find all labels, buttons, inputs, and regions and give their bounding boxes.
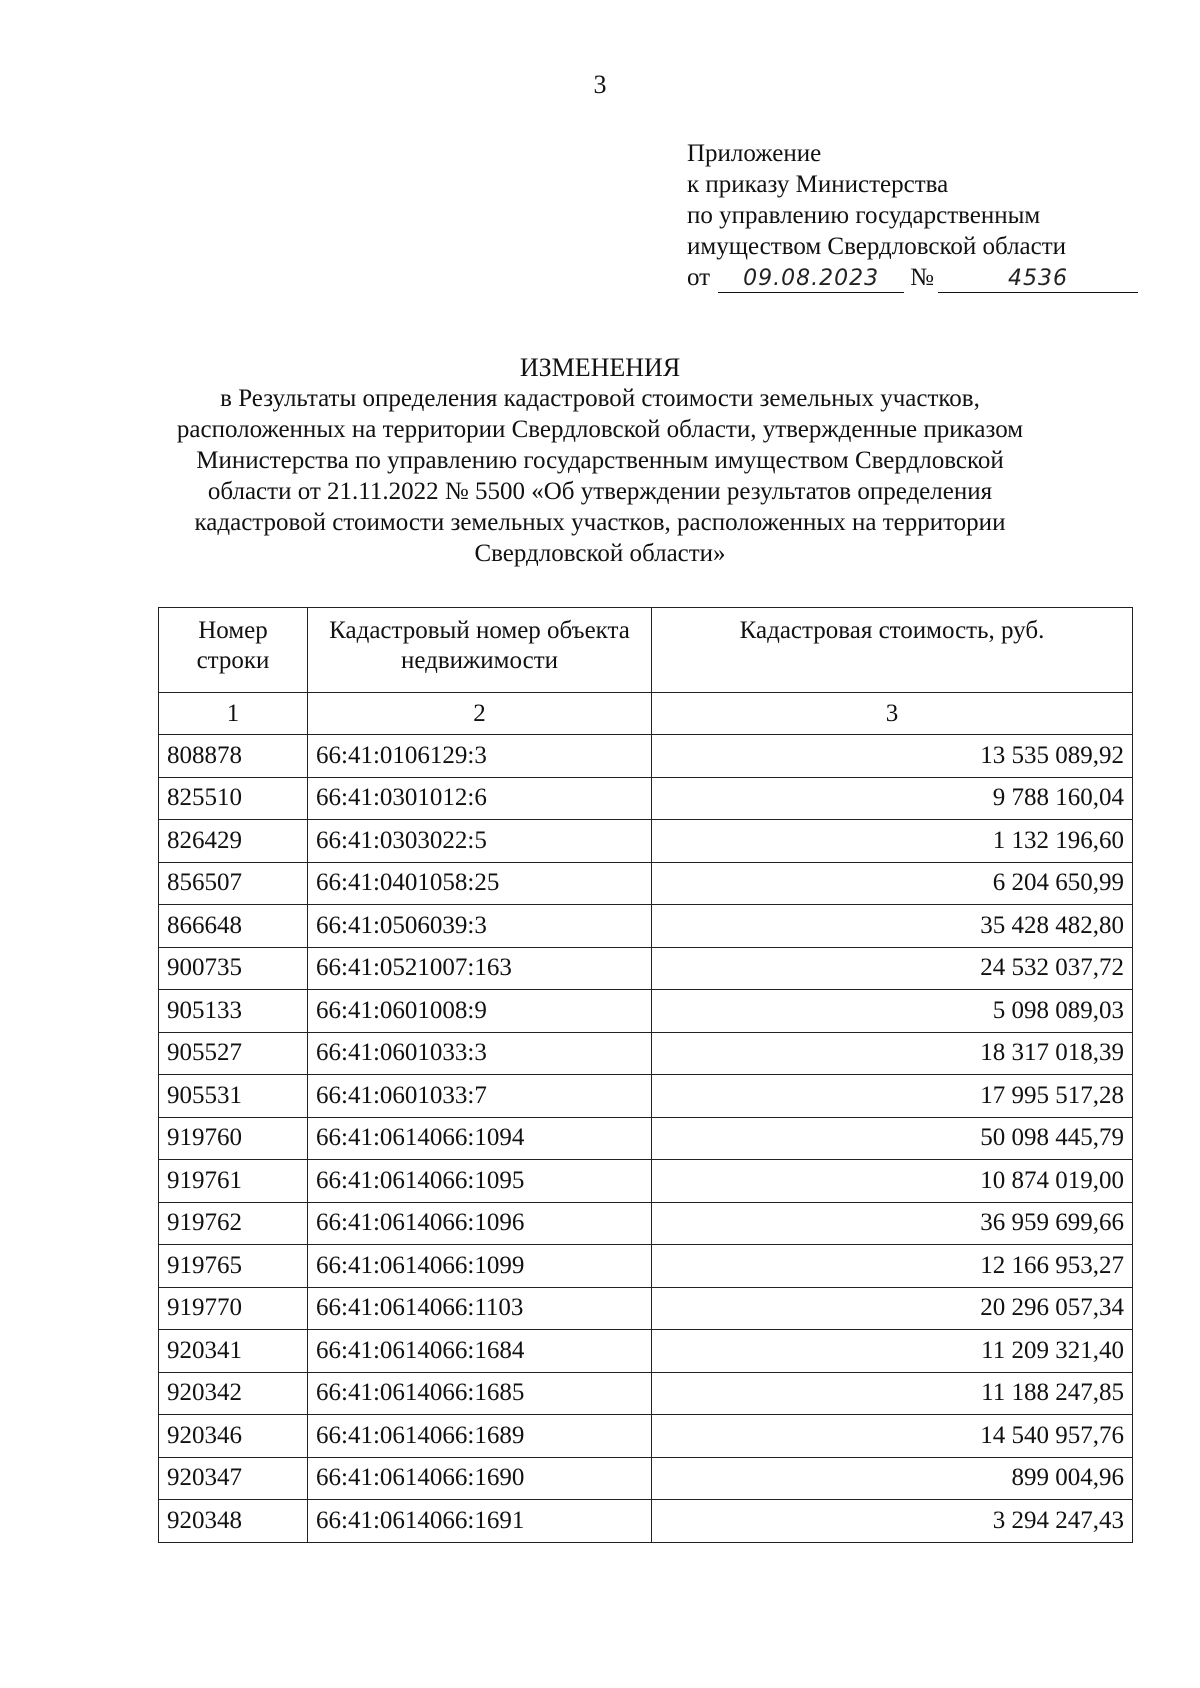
title-line: области от 21.11.2022 № 5500 «Об утверждении результатов определения bbox=[207, 478, 993, 505]
cadastral-cost-cell: 20 296 057,34 bbox=[652, 1287, 1133, 1330]
cadastral-value-table bbox=[158, 607, 1133, 1543]
cadastral-number-cell: 66:41:0614066:1689 bbox=[308, 1415, 652, 1458]
table-row bbox=[159, 990, 1133, 1033]
table-row bbox=[159, 905, 1133, 948]
row-number-cell: 920346 bbox=[159, 1415, 308, 1458]
appendix-line: Приложение bbox=[687, 140, 822, 167]
appendix-line: по управлению государственным bbox=[687, 202, 1041, 229]
table-row bbox=[159, 1117, 1133, 1160]
cadastral-number-cell: 66:41:0614066:1691 bbox=[308, 1500, 652, 1543]
page-number: 3 bbox=[593, 70, 607, 99]
column-number: 2 bbox=[308, 693, 652, 735]
row-number-cell: 866648 bbox=[159, 905, 308, 948]
title-line: Министерства по управлению государственным имуществом Свердловской bbox=[196, 447, 1004, 474]
row-number-cell: 919770 bbox=[159, 1287, 308, 1330]
table-row bbox=[159, 820, 1133, 863]
cadastral-cost-cell: 13 535 089,92 bbox=[652, 735, 1133, 778]
cadastral-cost-cell: 6 204 650,99 bbox=[652, 862, 1133, 905]
cadastral-number-cell: 66:41:0601033:7 bbox=[308, 1075, 652, 1118]
date-prefix: от bbox=[687, 264, 711, 291]
cadastral-number-cell: 66:41:0506039:3 bbox=[308, 905, 652, 948]
row-number-cell: 905531 bbox=[159, 1075, 308, 1118]
column-number: 1 bbox=[159, 693, 308, 735]
title-line: кадастровой стоимости земельных участков, расположенных на территории bbox=[194, 509, 1006, 536]
appendix-block bbox=[687, 138, 1157, 293]
cadastral-cost-cell: 12 166 953,27 bbox=[652, 1245, 1133, 1288]
row-number-cell: 920347 bbox=[159, 1457, 308, 1500]
title-line: расположенных на территории Свердловской области, утвержденные приказом bbox=[176, 416, 1024, 443]
row-number-cell: 920341 bbox=[159, 1330, 308, 1373]
cadastral-number-cell: 66:41:0303022:5 bbox=[308, 820, 652, 863]
cadastral-cost-cell: 3 294 247,43 bbox=[652, 1500, 1133, 1543]
row-number-cell: 905133 bbox=[159, 990, 308, 1033]
row-number-cell: 900735 bbox=[159, 947, 308, 990]
table-row bbox=[159, 1287, 1133, 1330]
title-line: в Результаты определения кадастровой стоимости земельных участков, bbox=[220, 385, 980, 412]
table-row bbox=[159, 947, 1133, 990]
handwritten-order-number: 4536 bbox=[938, 266, 1138, 293]
cadastral-cost-cell: 36 959 699,66 bbox=[652, 1202, 1133, 1245]
cadastral-number-cell: 66:41:0614066:1094 bbox=[308, 1117, 652, 1160]
header-cadastral-number: Кадастровый номер объекта недвижимости bbox=[308, 608, 652, 693]
table-row bbox=[159, 1245, 1133, 1288]
cadastral-number-cell: 66:41:0614066:1095 bbox=[308, 1160, 652, 1203]
cadastral-number-cell: 66:41:0614066:1685 bbox=[308, 1372, 652, 1415]
title-heading: ИЗМЕНЕНИЯ bbox=[519, 353, 681, 382]
table-row bbox=[159, 777, 1133, 820]
table-row bbox=[159, 735, 1133, 778]
cadastral-number-cell: 66:41:0106129:3 bbox=[308, 735, 652, 778]
table-row bbox=[159, 1415, 1133, 1458]
cadastral-number-cell: 66:41:0614066:1099 bbox=[308, 1245, 652, 1288]
title-line: Свердловской области» bbox=[474, 540, 726, 567]
table-row bbox=[159, 1032, 1133, 1075]
cadastral-number-cell: 66:41:0614066:1684 bbox=[308, 1330, 652, 1373]
table-row bbox=[159, 862, 1133, 905]
row-number-cell: 919760 bbox=[159, 1117, 308, 1160]
table-row bbox=[159, 1160, 1133, 1203]
cadastral-number-cell: 66:41:0614066:1096 bbox=[308, 1202, 652, 1245]
document-title bbox=[150, 352, 1050, 569]
cadastral-cost-cell: 14 540 957,76 bbox=[652, 1415, 1133, 1458]
header-row-number: Номер строки bbox=[159, 608, 308, 693]
cadastral-cost-cell: 17 995 517,28 bbox=[652, 1075, 1133, 1118]
row-number-cell: 825510 bbox=[159, 777, 308, 820]
row-number-cell: 919761 bbox=[159, 1160, 308, 1203]
cadastral-cost-cell: 899 004,96 bbox=[652, 1457, 1133, 1500]
cadastral-number-cell: 66:41:0521007:163 bbox=[308, 947, 652, 990]
table-row bbox=[159, 1075, 1133, 1118]
cadastral-number-cell: 66:41:0401058:25 bbox=[308, 862, 652, 905]
cadastral-cost-cell: 11 209 321,40 bbox=[652, 1330, 1133, 1373]
cadastral-cost-cell: 35 428 482,80 bbox=[652, 905, 1133, 948]
row-number-cell: 856507 bbox=[159, 862, 308, 905]
column-number: 3 bbox=[652, 693, 1133, 735]
order-date-number-line bbox=[687, 262, 1157, 293]
table-body bbox=[159, 735, 1133, 1543]
row-number-cell: 919762 bbox=[159, 1202, 308, 1245]
table-row bbox=[159, 1457, 1133, 1500]
cadastral-cost-cell: 24 532 037,72 bbox=[652, 947, 1133, 990]
cadastral-cost-cell: 11 188 247,85 bbox=[652, 1372, 1133, 1415]
cadastral-cost-cell: 50 098 445,79 bbox=[652, 1117, 1133, 1160]
cadastral-cost-cell: 18 317 018,39 bbox=[652, 1032, 1133, 1075]
appendix-line: имуществом Свердловской области bbox=[687, 233, 1067, 260]
table-row bbox=[159, 1202, 1133, 1245]
row-number-cell: 905527 bbox=[159, 1032, 308, 1075]
cadastral-cost-cell: 1 132 196,60 bbox=[652, 820, 1133, 863]
number-prefix: № bbox=[910, 264, 934, 291]
table-row bbox=[159, 1330, 1133, 1373]
cadastral-number-cell: 66:41:0601008:9 bbox=[308, 990, 652, 1033]
cadastral-number-cell: 66:41:0614066:1103 bbox=[308, 1287, 652, 1330]
cadastral-number-cell: 66:41:0614066:1690 bbox=[308, 1457, 652, 1500]
cadastral-cost-cell: 9 788 160,04 bbox=[652, 777, 1133, 820]
table-row bbox=[159, 1372, 1133, 1415]
table-row bbox=[159, 1500, 1133, 1543]
row-number-cell: 808878 bbox=[159, 735, 308, 778]
handwritten-date: 09.08.2023 bbox=[718, 266, 904, 293]
cadastral-number-cell: 66:41:0301012:6 bbox=[308, 777, 652, 820]
cadastral-number-cell: 66:41:0601033:3 bbox=[308, 1032, 652, 1075]
appendix-line: к приказу Министерства bbox=[687, 171, 949, 198]
cadastral-cost-cell: 10 874 019,00 bbox=[652, 1160, 1133, 1203]
row-number-cell: 920348 bbox=[159, 1500, 308, 1543]
row-number-cell: 826429 bbox=[159, 820, 308, 863]
cadastral-cost-cell: 5 098 089,03 bbox=[652, 990, 1133, 1033]
header-cadastral-cost: Кадастровая стоимость, руб. bbox=[652, 608, 1133, 693]
row-number-cell: 919765 bbox=[159, 1245, 308, 1288]
row-number-cell: 920342 bbox=[159, 1372, 308, 1415]
